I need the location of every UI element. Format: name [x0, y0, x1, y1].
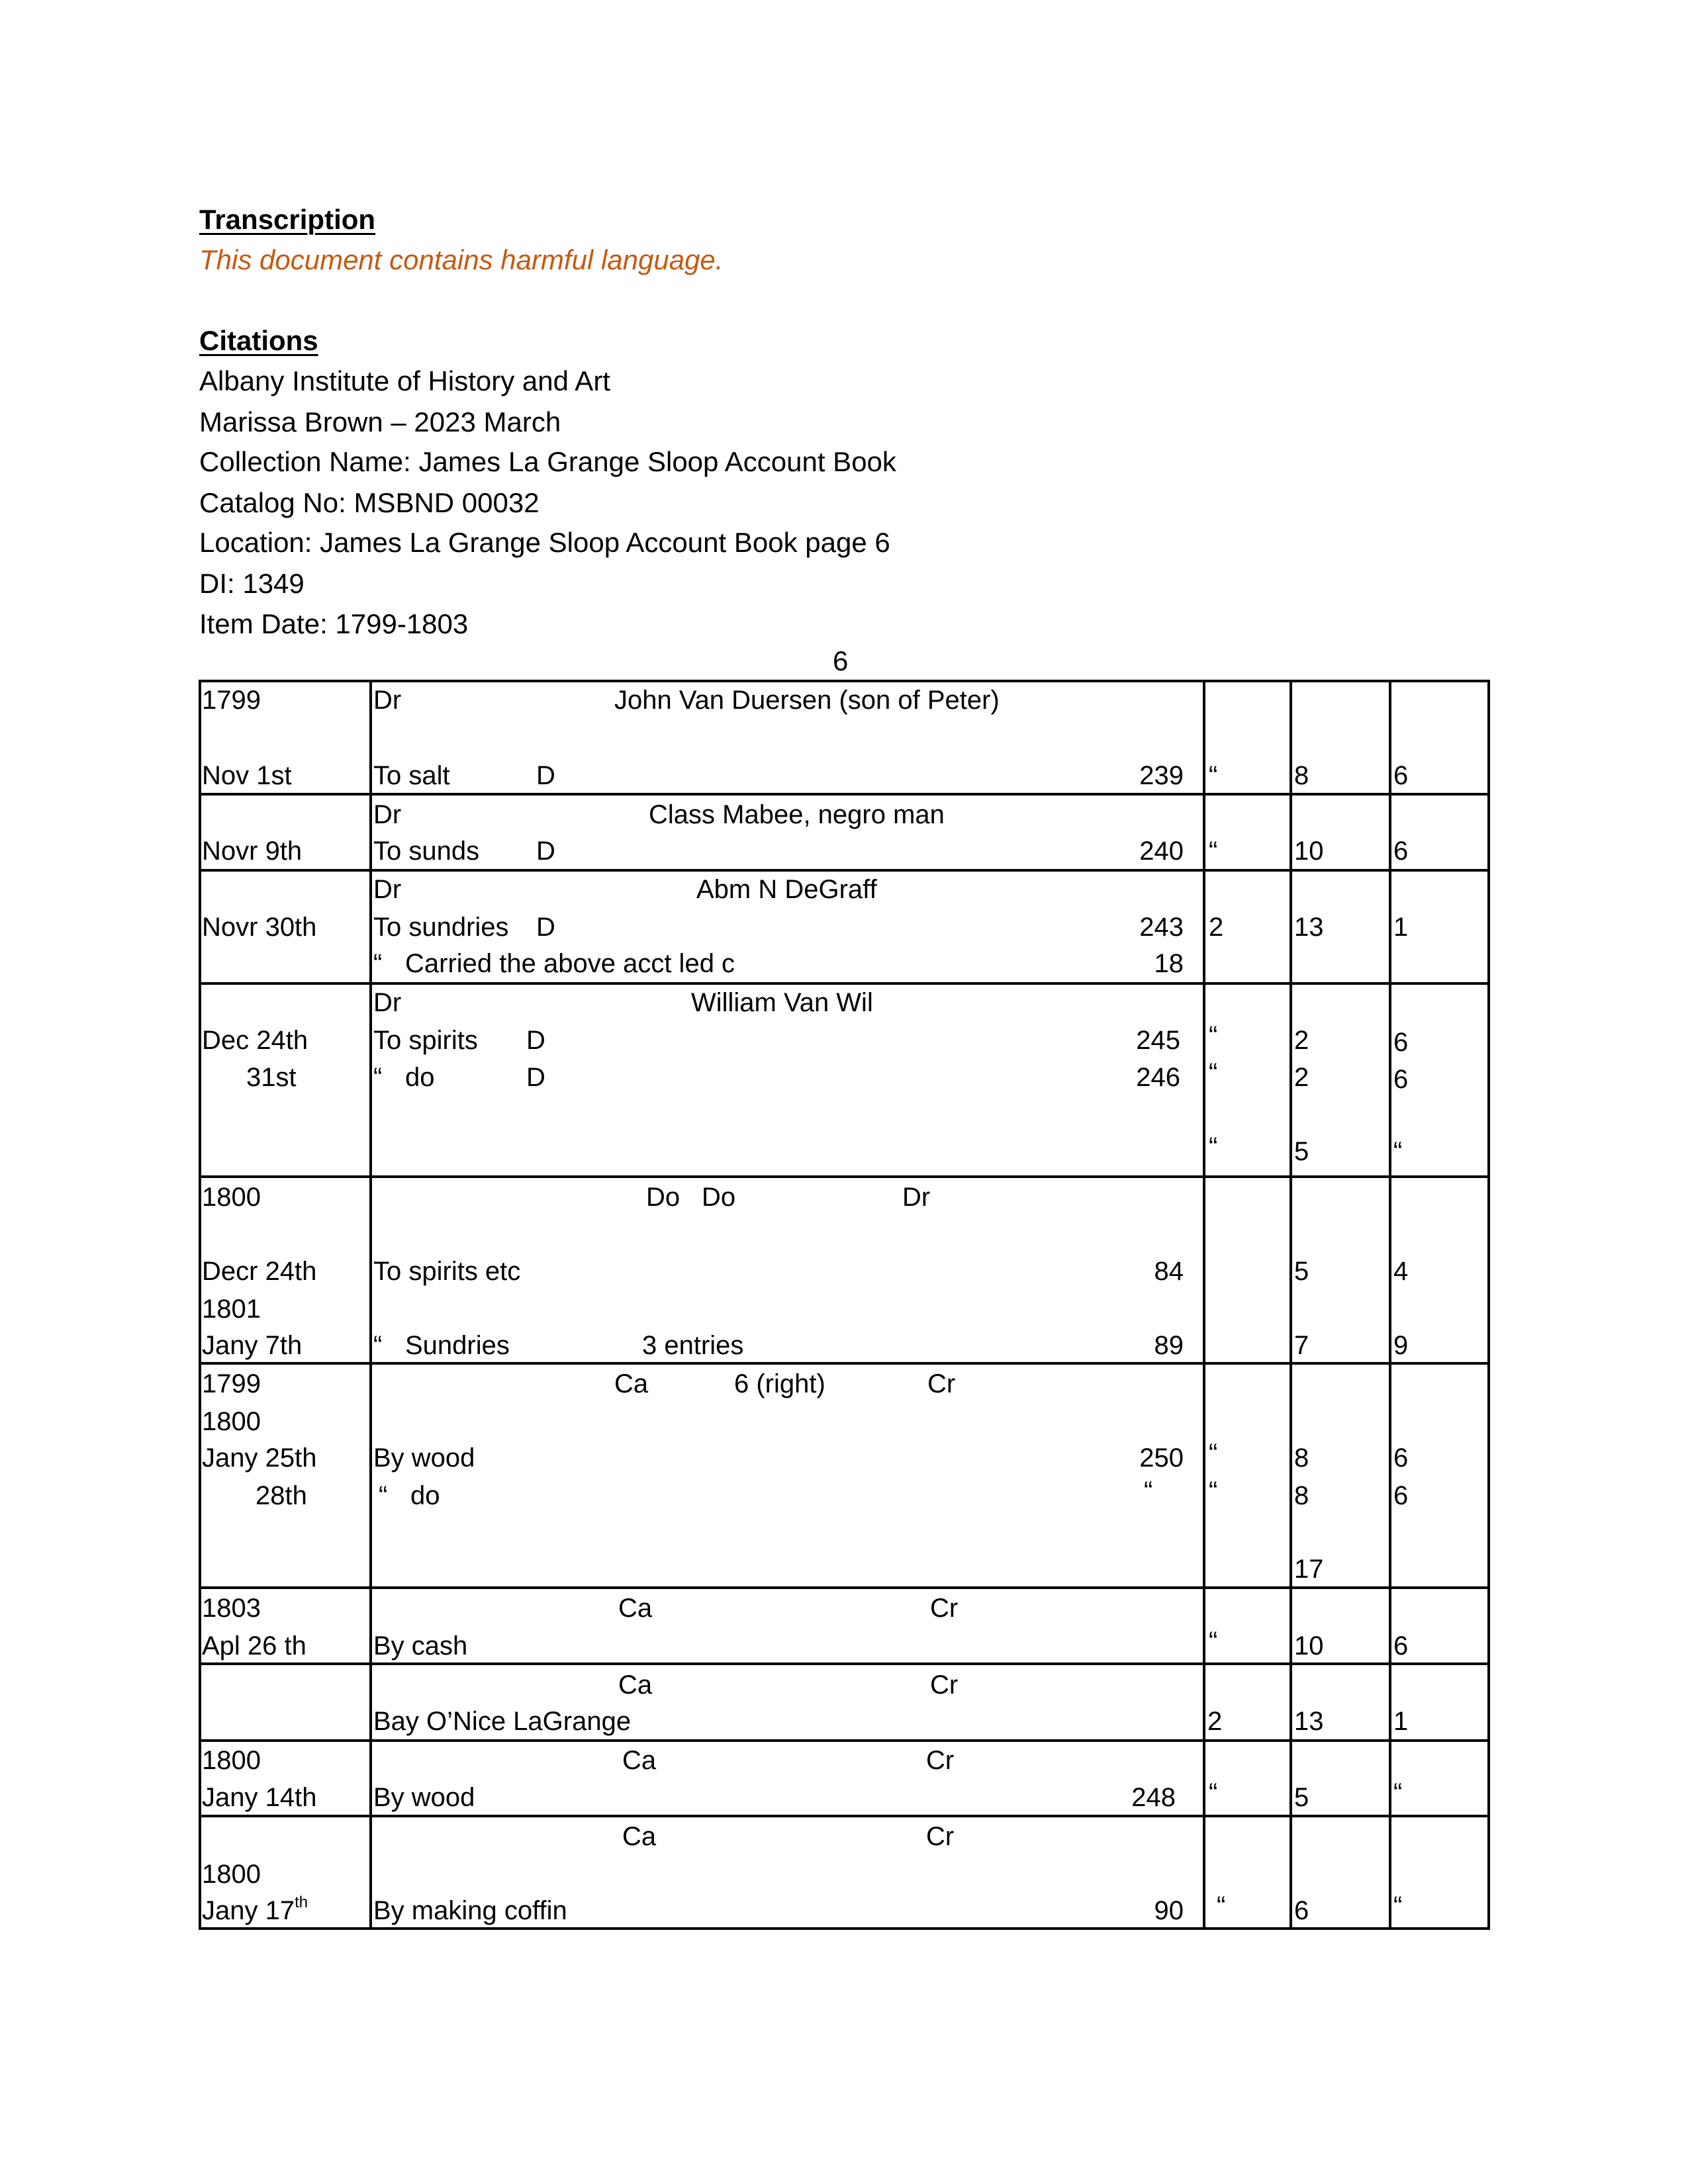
entry-dr-cr: Dr — [902, 1183, 931, 1212]
entry-date-text: Jany 17 — [202, 1896, 295, 1925]
row-divider — [199, 1662, 1490, 1665]
entry-shillings: 10 — [1294, 1631, 1324, 1661]
total-pence: “ — [1393, 1137, 1403, 1166]
entry-pounds: “ — [1209, 1058, 1218, 1087]
account-name: Class Mabee, negro man — [649, 800, 945, 829]
entry-dr-cr: Cr — [930, 1594, 959, 1623]
entry-pence: 1 — [1393, 913, 1409, 942]
row-divider — [199, 869, 1490, 872]
entry-description: To spirits etc — [373, 1257, 521, 1286]
entry-date: 1800 — [202, 1407, 261, 1436]
entry-pence: “ — [1393, 1778, 1403, 1807]
entry-description: By wood — [373, 1783, 475, 1812]
entry-dr-cr: Ca — [618, 1594, 653, 1623]
entry-shillings: 6 — [1294, 1896, 1309, 1925]
entry-pounds: “ — [1209, 761, 1218, 790]
entry-pence: 6 — [1393, 837, 1409, 866]
citation-di: DI: 1349 — [199, 568, 305, 599]
ditto-mark: “ — [379, 1481, 388, 1510]
account-name: John Van Duersen (son of Peter) — [614, 686, 1000, 715]
entry-date: Dec 24th — [202, 1026, 308, 1055]
entry-description: To salt — [373, 761, 450, 790]
citation-location: Location: James La Grange Sloop Account Book page 6 — [199, 527, 890, 558]
ditto-mark: “ — [373, 949, 383, 978]
table-border-top — [199, 680, 1490, 682]
entry-description: By making coffin — [373, 1896, 567, 1925]
entry-pence: 9 — [1393, 1331, 1409, 1360]
entry-pounds: 2 — [1209, 913, 1224, 942]
entry-description: Bay O’Nice LaGrange — [373, 1707, 632, 1736]
entry-mark: D — [526, 1026, 545, 1055]
entry-date: 1803 — [202, 1594, 261, 1623]
citation-institution: Albany Institute of History and Art — [199, 365, 610, 396]
entry-pence: 6 — [1393, 1443, 1409, 1473]
entry-date: Jany 14th — [202, 1783, 317, 1812]
entry-date: Novr 9th — [202, 837, 303, 866]
account-heading: Do — [702, 1183, 736, 1212]
entry-shillings: 13 — [1294, 913, 1324, 942]
ordinal-suffix: th — [295, 1893, 308, 1911]
row-divider — [199, 1815, 1490, 1817]
entry-folio: 248 — [1131, 1783, 1176, 1812]
entry-mark: D — [536, 837, 555, 866]
entry-pounds: 2 — [1207, 1707, 1223, 1736]
citation-transcriber: Marissa Brown – 2023 March — [199, 406, 561, 437]
table-border-bottom — [199, 1927, 1490, 1930]
entry-pence: 6 — [1393, 1481, 1409, 1510]
row-divider — [199, 793, 1490, 796]
entry-date: 31st — [246, 1063, 297, 1092]
entry-pounds: “ — [1209, 1439, 1218, 1468]
ditto-mark: “ — [373, 1331, 383, 1360]
total-shillings: 5 — [1294, 1137, 1309, 1166]
entry-description: To spirits — [373, 1026, 478, 1055]
entry-shillings: 8 — [1294, 761, 1309, 790]
citation-item-date: Item Date: 1799-1803 — [199, 608, 469, 639]
entry-mark: D — [526, 1063, 545, 1092]
entry-pence: 6 — [1393, 1631, 1409, 1661]
entry-description: do — [405, 1063, 435, 1092]
entry-shillings: 7 — [1294, 1331, 1309, 1360]
entry-description: do — [410, 1481, 440, 1510]
entry-date: Novr 30th — [202, 913, 317, 942]
entry-folio: 89 — [1154, 1331, 1184, 1360]
entry-pence: 1 — [1393, 1707, 1409, 1736]
entry-date: Nov 1st — [202, 761, 292, 790]
entry-pounds: “ — [1209, 1627, 1218, 1656]
entry-date: Jany 7th — [202, 1331, 303, 1360]
column-divider — [1203, 680, 1205, 1930]
entry-folio: 84 — [1154, 1257, 1184, 1286]
entry-date: 1800 — [202, 1860, 261, 1889]
entry-date — [202, 1893, 308, 1925]
entry-dr-cr: Dr — [373, 800, 402, 829]
total-shillings: 17 — [1294, 1555, 1324, 1584]
entry-shillings: 8 — [1294, 1481, 1309, 1510]
entry-date: Apl 26 th — [202, 1631, 306, 1661]
entry-pence: 6 — [1393, 1065, 1409, 1094]
entry-date: 1799 — [202, 686, 261, 715]
entry-date: 28th — [256, 1481, 307, 1510]
entry-folio: 240 — [1139, 837, 1184, 866]
table-border-right — [1487, 680, 1490, 1930]
entry-dr-cr: Ca — [622, 1746, 657, 1775]
entry-date: Decr 24th — [202, 1257, 317, 1286]
entry-folio: 250 — [1139, 1443, 1184, 1473]
page-number: 6 — [833, 645, 849, 676]
entry-shillings: 5 — [1294, 1783, 1309, 1812]
entry-pence: 6 — [1393, 761, 1409, 790]
row-divider — [199, 1362, 1490, 1365]
citation-catalog: Catalog No: MSBND 00032 — [199, 487, 539, 518]
entry-folio: 239 — [1139, 761, 1184, 790]
column-divider — [369, 680, 372, 1930]
entry-shillings: 10 — [1294, 837, 1324, 866]
entry-dr-cr: Cr — [927, 1369, 956, 1398]
entry-dr-cr: Cr — [926, 1822, 955, 1851]
entry-shillings: 13 — [1294, 1707, 1324, 1736]
row-divider — [199, 1586, 1490, 1589]
transcription-heading: Transcription — [199, 204, 376, 235]
ditto-mark: “ — [373, 1063, 383, 1092]
entry-description: To sundries — [373, 913, 509, 942]
row-divider — [199, 982, 1490, 985]
entry-description: Carried the above acct led c — [405, 949, 735, 978]
entry-pounds: “ — [1209, 1021, 1218, 1050]
entry-dr-cr: Ca — [618, 1670, 653, 1700]
entry-dr-cr: Ca — [622, 1822, 657, 1851]
entry-date: 1800 — [202, 1746, 261, 1775]
entry-shillings: 2 — [1294, 1063, 1309, 1092]
citation-collection: Collection Name: James La Grange Sloop Account Book — [199, 446, 896, 477]
entry-shillings: 8 — [1294, 1443, 1309, 1473]
entry-pounds: “ — [1209, 837, 1218, 866]
entry-folio: 245 — [1136, 1026, 1180, 1055]
account-heading: Do — [646, 1183, 680, 1212]
entry-folio: 90 — [1154, 1896, 1184, 1925]
harmful-language-warning: This document contains harmful language. — [199, 244, 724, 275]
entry-mark: D — [536, 761, 555, 790]
entry-dr-cr: Cr — [930, 1670, 959, 1700]
table-border-left — [199, 680, 201, 1930]
entry-folio: 18 — [1154, 949, 1184, 978]
account-name: Abm N DeGraff — [696, 875, 877, 904]
total-pounds: “ — [1209, 1132, 1218, 1161]
entry-pence: 4 — [1393, 1257, 1409, 1286]
entry-date: 1800 — [202, 1183, 261, 1212]
entry-shillings: 2 — [1294, 1026, 1309, 1055]
entry-date: Jany 25th — [202, 1443, 317, 1473]
entry-pounds: “ — [1209, 1778, 1218, 1807]
entry-description: To sunds — [373, 837, 480, 866]
entry-description: By cash — [373, 1631, 468, 1661]
entry-pounds: “ — [1217, 1891, 1226, 1921]
entry-pence: 6 — [1393, 1028, 1409, 1057]
entry-dr-cr: Cr — [926, 1746, 955, 1775]
entry-shillings: 5 — [1294, 1257, 1309, 1286]
entry-description: By wood — [373, 1443, 475, 1473]
entry-folio: 243 — [1139, 913, 1184, 942]
entry-date: 1799 — [202, 1369, 261, 1398]
entry-pounds: “ — [1209, 1477, 1218, 1506]
entry-date: 1801 — [202, 1295, 261, 1324]
column-divider — [1389, 680, 1391, 1930]
row-divider — [199, 1175, 1490, 1178]
entry-folio: 246 — [1136, 1063, 1180, 1092]
entry-description: Sundries — [405, 1331, 510, 1360]
entry-mark: D — [536, 913, 555, 942]
entry-note: 3 entries — [642, 1331, 744, 1360]
entry-pence: “ — [1393, 1891, 1403, 1921]
entry-folio: “ — [1144, 1477, 1153, 1506]
entry-dr-cr: Dr — [373, 988, 402, 1017]
entry-dr-cr: Dr — [373, 875, 402, 904]
account-name: William Van Wil — [691, 988, 873, 1017]
column-divider — [1289, 680, 1292, 1930]
entry-dr-cr: Ca — [614, 1369, 649, 1398]
row-divider — [199, 1739, 1490, 1742]
citations-heading: Citations — [199, 325, 318, 356]
account-heading: 6 (right) — [734, 1369, 825, 1398]
entry-dr-cr: Dr — [373, 686, 402, 715]
